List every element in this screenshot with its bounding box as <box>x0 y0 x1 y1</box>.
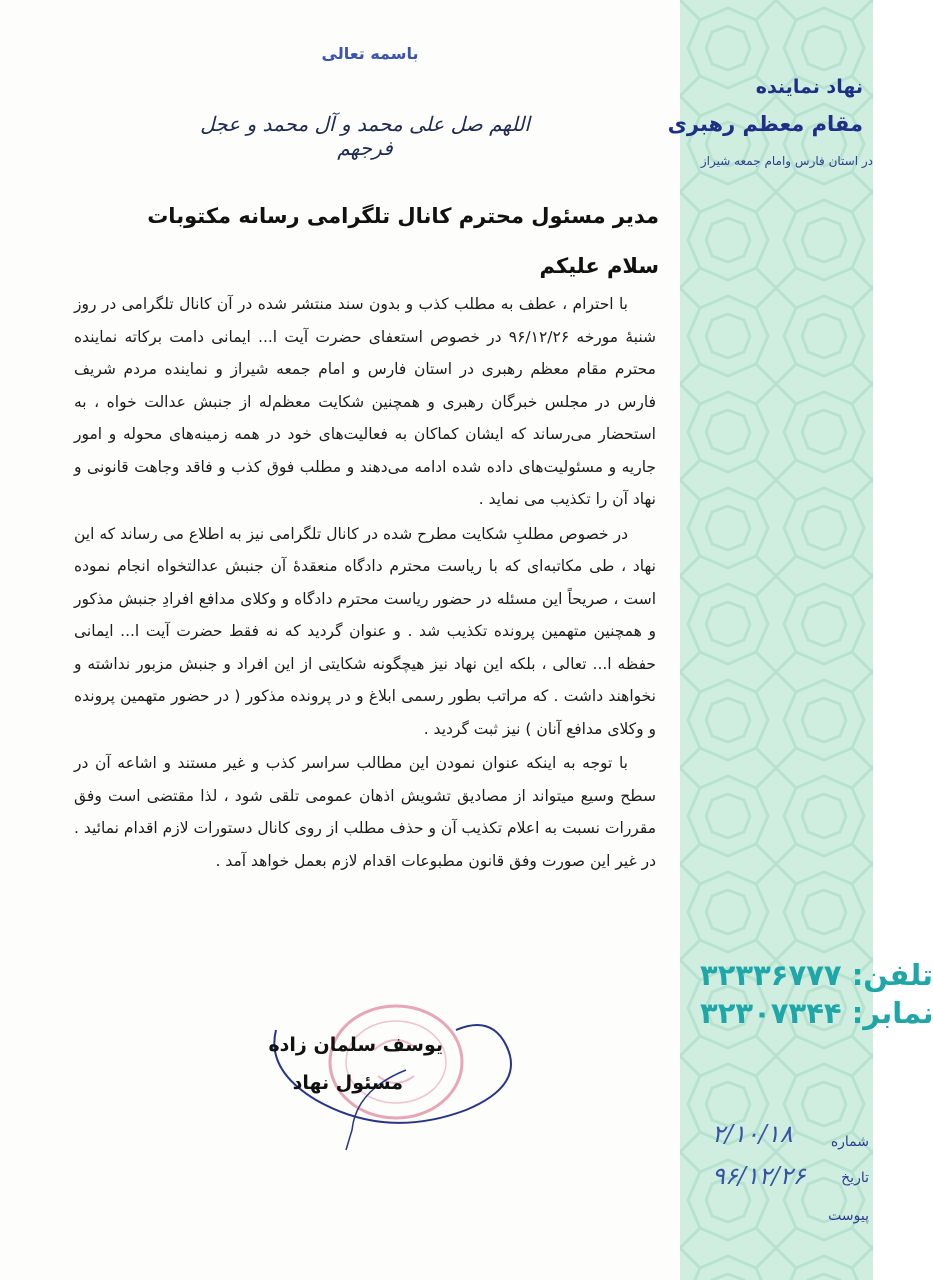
letter-number-value: ۲/۱۰/۱۸ <box>712 1120 793 1148</box>
invocation-line: اللهم صل علی محمد و آل محمد و عجل فرجهم <box>200 112 530 160</box>
body-paragraph: با احترام ، عطف به مطلب کذب و بدون سند منتشر شده در آن کانال تلگرامی در روز شنبهٔ مورخه ۹۶/۱۲/۲۶ در خصوص استعفای حضرت آیت ا... ایمانی دامت برکاته نماینده محترم مقام معظم رهبری در استان فارس و امام جمعه شیراز و نماینده مردم شریف فارس در مجلس خبرگان رهبری و همچنین شکایت معظم‌له از جنبش عدالت خواه ، به استحضار می‌رساند که ایشان کماکان به فعالیت‌های خود در همه زمینه‌های محوله و امور جاریه و مسئولیت‌های داده شده ادامه می‌دهند و مطلب فوق کذب و فاقد وجاهت قانونی و نهاد آن را تکذیب می نماید . <box>74 295 656 508</box>
org-name-line2: مقام معظم رهبری <box>667 112 863 136</box>
letter-date-label: تاریخ <box>841 1170 869 1186</box>
signatory-name: یوسف سلمان زاده <box>268 1034 443 1056</box>
signatory-title: مسئول نهاد <box>292 1072 403 1094</box>
letterhead-sidebar <box>667 0 873 1280</box>
body-paragraph: در خصوص مطلبِ شکایت مطرح شده در کانال تلگرامی نیز به اطلاع می رساند که این نهاد ، طی مکاتبه‌ای که با ریاست محترم دادگاه منعقدهٔ آن جنبش عدالتخواه انجام نموده است ، صریحاً این مسئله در حضور ریاست محترم دادگاه و وکلای مدافع افرادِ جنبش مذکور و همچنین متهمین پرونده تکذیب شد . و عنوان گردید که نه فقط حضرت آیت ا... ایمانی حفظه ا... تعالی ، بلکه این نهاد نیز هیچگونه شکایتی از این افراد و جنبش مزبور نداشته و نخواهند داشت . که مراتب بطور رسمی ابلاغ و در پرونده مذکور ( در حضور متهمین پرونده و وکلای مدافع آنان ) نیز ثبت گردید . <box>74 524 656 738</box>
telephone-number: تلفن: ۳۲۳۳۶۷۷۷ <box>700 958 933 992</box>
letter-number-label: شماره <box>830 1134 869 1150</box>
geometric-pattern <box>680 0 873 1280</box>
fax-number: نمابر: ۳۲۳۰۷۳۴۴ <box>700 996 933 1030</box>
letter-addressee: مدیر مسئول محترم کانال تلگرامی رسانه مکتوبات <box>147 204 659 228</box>
org-name-line1: نهاد نماینده <box>755 76 863 98</box>
letter-greeting: سلام علیکم <box>539 254 659 278</box>
basmala-heading: باسمه تعالی <box>321 44 419 63</box>
body-paragraph: با توجه به اینکه عنوان نمودن این مطالب سراسر کذب و غیر مستند و اشاعه آن در سطح وسیع میتواند از مصادیق تشویش اذهان عمومی تلقی شود ، لذا مقتضی است وفق مقررات نسبت به اعلام تکذیب آن و حذف مطلب از روی کانال دستورات لازم اقدام نمائید . در غیر این صورت وفق قانون مطبوعات اقدام لازم بعمل خواهد آمد . <box>74 754 656 870</box>
letter-body <box>74 288 656 877</box>
letter-attachment-label: پیوست <box>828 1208 869 1224</box>
org-name-line3: در استان فارس وامام جمعه شیراز <box>700 154 873 168</box>
letter-date-value: ۹۶/۱۲/۲۶ <box>712 1162 806 1190</box>
